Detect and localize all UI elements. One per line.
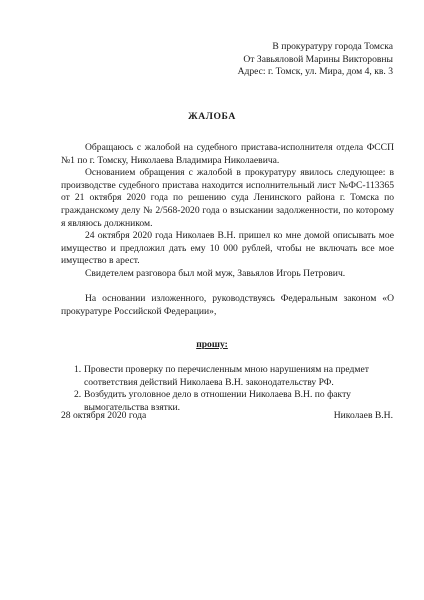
signature-name: Николаев В.Н.	[333, 410, 393, 421]
address-line: Адрес: г. Томск, ул. Мира, дом 4, кв. 3	[237, 66, 393, 78]
request-text: Возбудить уголовное дело в отношении Николаева В.Н. по факту вымогательства взятки.	[84, 389, 351, 413]
request-item	[61, 364, 394, 389]
request-number: 2.	[74, 389, 82, 401]
addressee-header	[238, 41, 393, 79]
paragraph-incident: 24 октября 2020 года Николаев В.Н. пришел ко мне домой описывать мое имущество и предложил дать ему 10 000 рублей, чтобы не включать все мое имущество в арест.	[61, 230, 394, 267]
request-text: Провести проверку по перечисленным мною нарушениям на предмет соответствия действий Николаева В.Н. законодательству РФ.	[84, 364, 369, 388]
paragraph-grounds: Основанием обращения с жалобой в прокуратуру явилось следующее: в производстве судебного пристава находится исполнительный лист №ФС-113365 от 21 октября 2020 года по решению суда Ленинского района г. Томска по гражданскому делу № 2/568-2020 года о взыскании задолженности, по которому я являюсь должником.	[61, 167, 394, 229]
sender-line: От Завьяловой Марины Викторовны	[243, 53, 393, 65]
paragraph-subject: Обращаюсь с жалобой на судебного пристава-исполнителя отдела ФССП №1 по г. Томску, Николаева Владимира Николаевича.	[61, 142, 394, 166]
complaint-body	[61, 142, 394, 318]
request-label: прошу:	[196, 339, 228, 350]
document-title: ЖАЛОБА	[188, 111, 236, 122]
request-number: 1.	[74, 364, 82, 375]
paragraph-witness: Свидетелем разговора был мой муж, Завьялов Игорь Петрович.	[85, 267, 346, 279]
addressee-line: В прокуратуру города Томска	[272, 41, 393, 52]
paragraph-legal-basis: На основании изложенного, руководствуясь Федеральным законом «О прокуратуре Российской Федерации»,	[61, 293, 394, 317]
document-date: 28 октября 2020 года	[61, 410, 147, 421]
request-list	[61, 364, 394, 414]
